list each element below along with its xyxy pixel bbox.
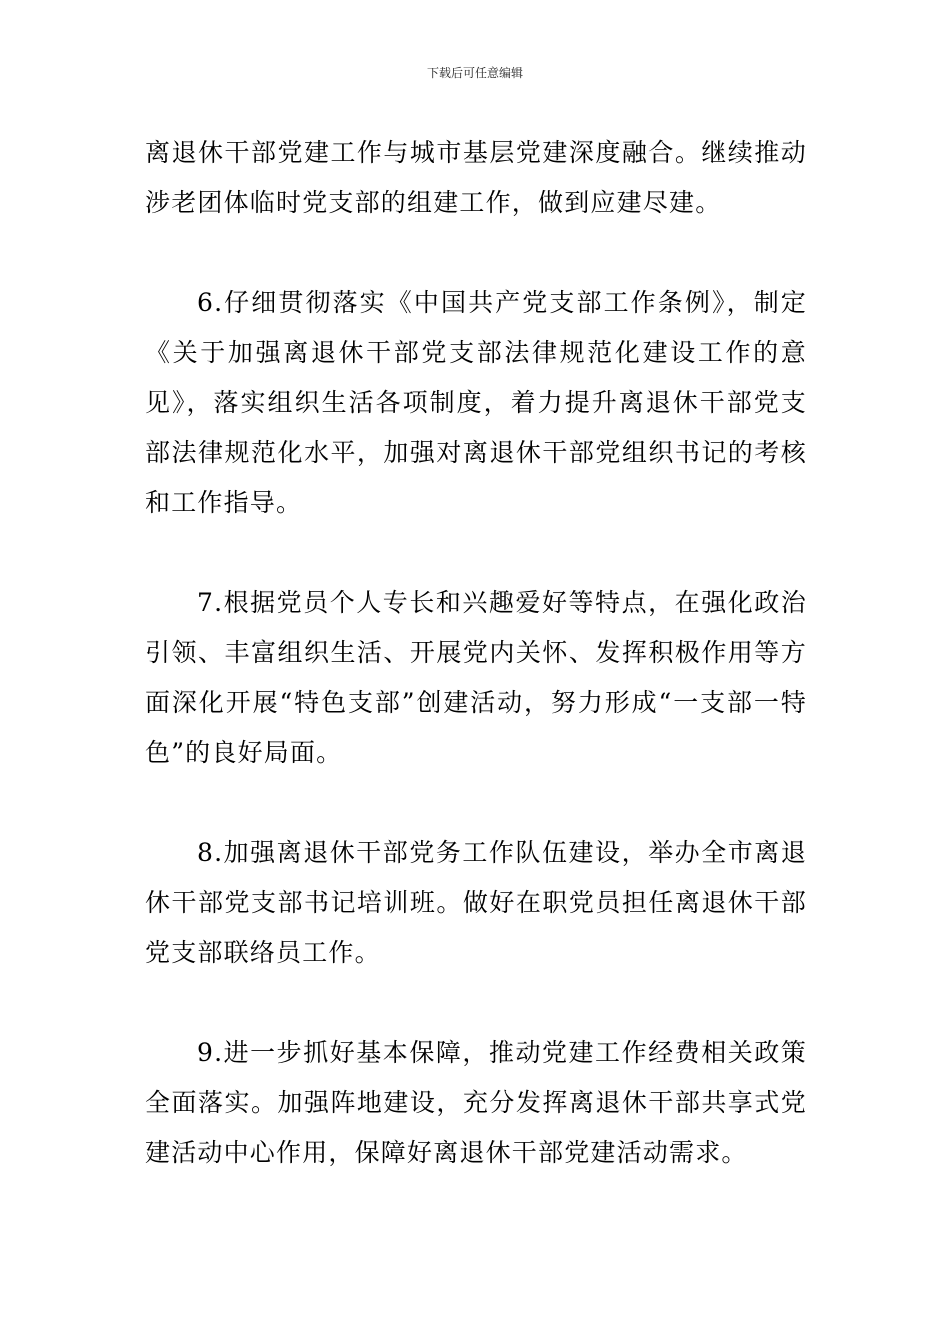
download-note: 下载后可任意编辑: [426, 66, 523, 80]
paragraph-continuation: 离退休干部党建工作与城市基层党建深度融合。继续推动涉老团体临时党支部的组建工作，做到应建尽建。: [145, 138, 807, 217]
paragraph-spacer: [145, 528, 807, 578]
paragraph-spacer: [145, 778, 807, 828]
paragraph-spacer: [145, 978, 807, 1028]
paragraph-item-6: 6.仔细贯彻落实《中国共产党支部工作条例》，制定《关于加强离退休干部党支部法律规范化建设工作的意见》，落实组织生活各项制度，着力提升离退休干部党支部法律规范化水平，加强对离退休干部党组织书记的考核和工作指导。: [145, 288, 807, 517]
paragraph-item-8: 8.加强离退休干部党务工作队伍建设，举办全市离退休干部党支部书记培训班。做好在职党员担任离退休干部党支部联络员工作。: [145, 838, 807, 967]
paragraph-spacer: [145, 228, 807, 278]
document-body: [145, 128, 807, 1178]
paragraph-item-9: 9.进一步抓好基本保障，推动党建工作经费相关政策全面落实。加强阵地建设，充分发挥离退休干部共享式党建活动中心作用，保障好离退休干部党建活动需求。: [145, 1038, 807, 1167]
paragraph-item-7: 7.根据党员个人专长和兴趣爱好等特点，在强化政治引领、丰富组织生活、开展党内关怀、发挥积极作用等方面深化开展“特色支部”创建活动，努力形成“一支部一特色”的良好局面。: [145, 588, 807, 767]
